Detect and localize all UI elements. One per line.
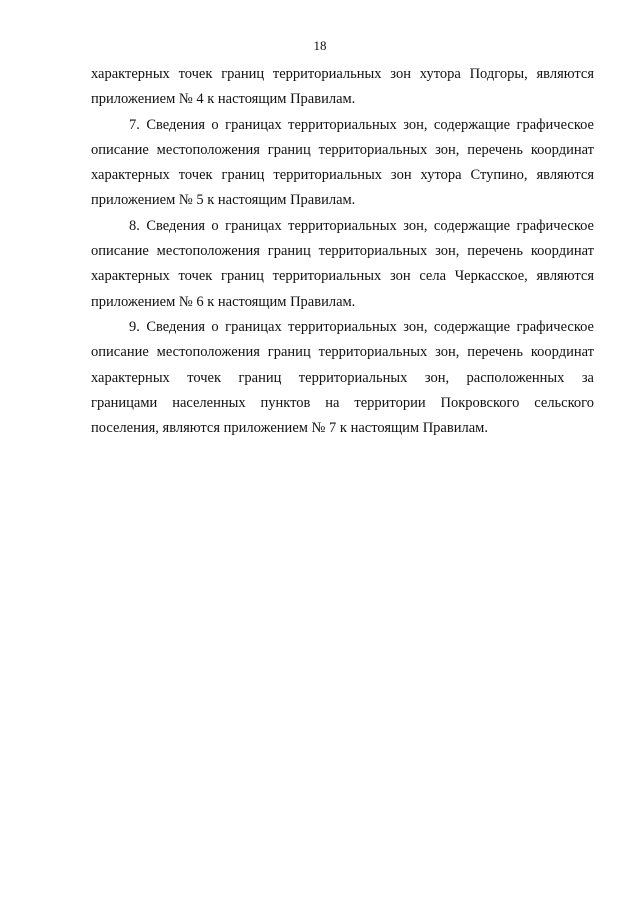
document-body (91, 62, 594, 441)
text-line: характерных точек границ территориальных зон хутора Подгоры, являются (91, 66, 594, 82)
paragraph (91, 113, 594, 214)
paragraph (91, 214, 594, 315)
page-number: 18 (313, 38, 327, 53)
text-line: описание местоположения границ территориальных зон, перечень координат (91, 141, 594, 158)
text-line: поселения, являются приложением № 7 к настоящим Правилам. (91, 420, 488, 437)
text-line: 8. Сведения о границах территориальных зон, содержащие графическое (129, 217, 594, 234)
text-line: приложением № 5 к настоящим Правилам. (91, 192, 356, 209)
text-line: описание местоположения границ территориальных зон, перечень координат (91, 344, 594, 361)
paragraph (91, 62, 594, 113)
text-line: описание местоположения границ территориальных зон, перечень координат (91, 243, 594, 260)
text-line: характерных точек границ территориальных зон хутора Ступино, являются (91, 167, 594, 184)
text-line: границами населенных пунктов на территории Покровского сельского (91, 394, 594, 411)
paragraph (91, 315, 594, 441)
text-line: характерных точек границ территориальных зон, расположенных за (91, 369, 594, 386)
text-line: приложением № 4 к настоящим Правилам. (91, 91, 356, 108)
text-line: 9. Сведения о границах территориальных зон, содержащие графическое (129, 318, 594, 335)
text-line: приложением № 6 к настоящим Правилам. (91, 293, 356, 310)
text-line: 7. Сведения о границах территориальных зон, содержащие графическое (129, 116, 594, 133)
text-line: характерных точек границ территориальных зон села Черкасское, являются (91, 268, 594, 285)
